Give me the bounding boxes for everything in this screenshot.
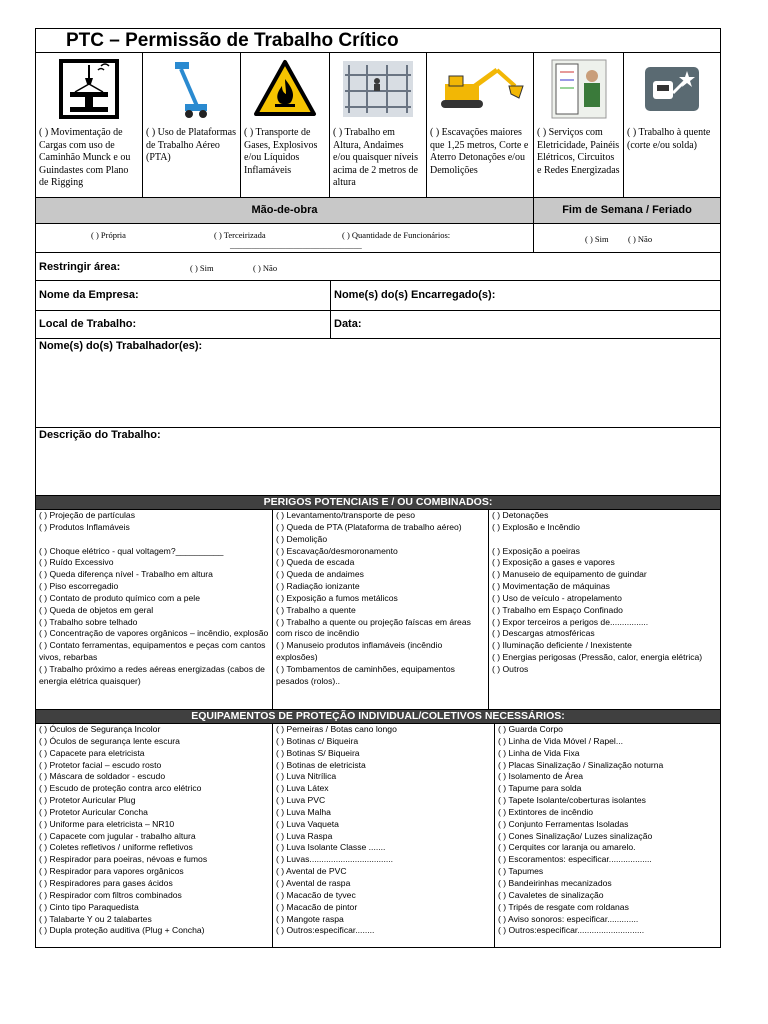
checklist-item[interactable]: ( ) Mangote raspa — [276, 913, 344, 924]
checklist-item[interactable]: ( ) Outros — [492, 663, 529, 674]
workers-row[interactable] — [36, 339, 720, 428]
hazards-col-1 — [36, 510, 273, 709]
checklist-item[interactable]: ( ) Luva Raspa — [276, 830, 333, 841]
checklist-item[interactable]: ( ) Queda de andaimes — [276, 569, 364, 580]
checklist-item[interactable]: ( ) Cinto tipo Paraquedista — [39, 901, 139, 912]
electrician-icon — [534, 53, 623, 125]
activity-pta-text: ( ) Uso de Plataformas de Trabalho Aéreo (PTA) — [146, 127, 236, 163]
welding-icon — [624, 53, 720, 125]
checklist-item[interactable]: ( ) Avental de PVC — [276, 866, 347, 877]
activity-height-text: ( ) Trabalho em Altura, Andaimes e/ou quaisquer níveis acima de 2 metros de altura — [333, 127, 418, 188]
checklist-item[interactable]: ( ) Tapumes — [498, 866, 544, 877]
checklist-item[interactable]: ( ) Linha de Vida Fixa — [498, 747, 580, 758]
checklist-item[interactable]: ( ) Trabalho a quente ou projeção faíscas em áreas com risco de incêndio — [276, 616, 471, 639]
checklist-item[interactable]: ( ) Escavação/desmoronamento — [276, 545, 398, 556]
checklist-item[interactable]: ( ) Linha de Vida Móvel / Rapel... — [498, 735, 623, 746]
checklist-item[interactable]: ( ) Talabarte Y ou 2 talabartes — [39, 913, 152, 924]
checklist-item[interactable]: ( ) Botinas c/ Biqueira — [276, 735, 359, 746]
workplace-label: Local de Trabalho: — [39, 318, 137, 330]
restrict-label: Restringir área: — [39, 261, 121, 273]
checklist-item[interactable]: ( ) Manuseio produtos inflamáveis (incêndio explosões) — [276, 640, 443, 663]
workers-label: Nome(s) do(s) Trabalhador(es): — [39, 340, 203, 352]
hazards-col-3 — [489, 510, 720, 709]
checklist-item[interactable]: ( ) Expor terceiros a perigos de................ — [492, 616, 649, 627]
checklist-item[interactable]: ( ) Uso de veículo - atropelamento — [492, 592, 622, 603]
checklist-item[interactable]: ( ) Projeção de partículas — [39, 510, 136, 520]
checklist-item[interactable]: ( ) Guarda Corpo — [498, 724, 563, 734]
checklist-item[interactable]: ( ) Explosão e Incêndio — [492, 521, 580, 532]
hazards-header: PERIGOS POTENCIAIS E / OU COMBINADOS: — [36, 496, 720, 510]
activity-gases[interactable] — [241, 53, 330, 197]
checklist-item[interactable]: ( ) Trabalho próximo a redes aéreas energizadas (cabos de energia elétrica quaisquer) — [39, 663, 265, 686]
checklist-item[interactable]: ( ) Cerquites cor laranja ou amarelo. — [498, 842, 636, 853]
checklist-spacer — [492, 534, 718, 546]
checklist-item[interactable]: ( ) Conjunto Ferramentas Isoladas — [498, 818, 629, 829]
checklist-item[interactable]: ( ) Demolição — [276, 533, 328, 544]
hazards-table — [36, 510, 720, 710]
ppe-col-1 — [36, 724, 273, 947]
activity-height[interactable] — [330, 53, 427, 197]
checklist-item[interactable]: ( ) Capacete para eletricista — [39, 747, 145, 758]
restrict-no-checkbox[interactable]: ( ) Não — [253, 263, 278, 273]
checklist-item[interactable]: ( ) Exposição a fumos metálicos — [276, 592, 398, 603]
aerial-platform-icon — [143, 53, 240, 125]
checklist-item[interactable]: ( ) Luva PVC — [276, 795, 326, 806]
checklist-spacer — [39, 534, 270, 546]
activity-pta[interactable] — [143, 53, 241, 197]
description-row[interactable] — [36, 428, 720, 496]
checklist-item[interactable]: ( ) Concentração de vapores orgânicos – incêndio, explosão — [39, 628, 269, 639]
activity-crane[interactable] — [36, 53, 143, 197]
checklist-item[interactable]: ( ) Capacete com jugular - trabalho altura — [39, 830, 196, 841]
checklist-item[interactable]: ( ) Detonações — [492, 510, 549, 520]
checklist-item[interactable]: ( ) Produtos Inflamáveis — [39, 521, 130, 532]
checklist-item[interactable]: ( ) Piso escorregadio — [39, 581, 119, 592]
activity-gases-text: ( ) Transporte de Gases, Explosivos e/ou Líquidos Inflamáveis — [244, 127, 318, 176]
checklist-item[interactable]: ( ) Queda de PTA (Plataforma de trabalho aéreo) — [276, 521, 462, 532]
activity-hotwork-text: ( ) Trabalho à quente (corte e/ou solda) — [627, 127, 711, 151]
checklist-item[interactable]: ( ) Respirador com filtros combinados — [39, 889, 182, 900]
checklist-item[interactable]: ( ) Iluminação deficiente / Inexistente — [492, 640, 632, 651]
description-label: Descrição do Trabalho: — [39, 429, 161, 441]
checklist-item[interactable]: ( ) Descargas atmosféricas — [492, 628, 595, 639]
checklist-item[interactable]: ( ) Respirador para poeiras, névoas e fumos — [39, 854, 208, 865]
checklist-item[interactable]: ( ) Coletes refletivos / uniforme refletivos — [39, 842, 193, 853]
checklist-item[interactable]: ( ) Trabalho sobre telhado — [39, 616, 138, 627]
activity-hotwork[interactable] — [624, 53, 720, 197]
checklist-item[interactable]: ( ) Manuseio de equipamento de guindar — [492, 569, 647, 580]
labor-qty-field[interactable]: ( ) Quantidade de Funcionários: — [342, 230, 451, 240]
checklist-item[interactable]: ( ) Contato de produto químico com a pele — [39, 592, 200, 603]
hazards-col-2 — [273, 510, 489, 709]
company-label: Nome da Empresa: — [39, 289, 139, 301]
restrict-row — [36, 253, 720, 281]
checklist-item[interactable]: ( ) Exposição a gases e vapores — [492, 557, 615, 568]
labor-outsourced-line[interactable]: _______________________________ — [230, 240, 362, 250]
ppe-header: EQUIPAMENTOS DE PROTEÇÃO INDIVIDUAL/COLETIVOS NECESSÁRIOS: — [36, 710, 720, 724]
checklist-item[interactable]: ( ) Óculos de segurança lente escura — [39, 735, 180, 746]
activity-crane-text: ( ) Movimentação de Cargas com uso de Caminhão Munck e ou Guindastes com Plano de Rigging — [39, 127, 131, 188]
activity-excavation[interactable] — [427, 53, 534, 197]
weekend-header: Fim de Semana / Feriado — [534, 198, 720, 223]
checklist-item[interactable]: ( ) Queda de objetos em geral — [39, 604, 154, 615]
workplace-row — [36, 311, 720, 339]
checklist-item[interactable]: ( ) Luva Nitrílica — [276, 771, 337, 782]
checklist-item[interactable]: ( ) Escudo de proteção contra arco elétrico — [39, 783, 202, 794]
checklist-item[interactable]: ( ) Botinas de eletricista — [276, 759, 366, 770]
restrict-yes-checkbox[interactable]: ( ) Sim — [190, 263, 214, 273]
checklist-item[interactable]: ( ) Macacão de pintor — [276, 901, 358, 912]
activity-electricity[interactable] — [534, 53, 624, 197]
activity-electricity-text: ( ) Serviços com Eletricidade, Painéis Elétricos, Circuitos e Redes Energizadas — [537, 127, 620, 176]
company-field[interactable] — [36, 281, 331, 310]
foreman-field[interactable] — [331, 281, 720, 310]
checklist-item[interactable]: ( ) Tapete Isolante/coberturas isolantes — [498, 795, 646, 806]
labor-outsourced-checkbox[interactable]: ( ) Terceirizada — [214, 230, 266, 240]
checklist-item[interactable]: ( ) Respiradores para gases ácidos — [39, 877, 173, 888]
checklist-item[interactable]: ( ) Luva Malha — [276, 806, 331, 817]
checklist-item[interactable]: ( ) Tapume para solda — [498, 783, 582, 794]
checklist-item[interactable]: ( ) Movimentação de máquinas — [492, 581, 610, 592]
checklist-item[interactable]: ( ) Isolamento de Área — [498, 771, 584, 782]
checklist-item[interactable]: ( ) Ruído Excessivo — [39, 557, 114, 568]
checklist-item[interactable]: ( ) Máscara de soldador - escudo — [39, 771, 166, 782]
checklist-item[interactable]: ( ) Luva Látex — [276, 783, 329, 794]
checklist-item[interactable]: ( ) Luva Isolante Classe ....... — [276, 842, 386, 853]
weekend-yes-checkbox[interactable]: ( ) Sim — [585, 234, 609, 244]
checklist-item[interactable]: ( ) Radiação ionizante — [276, 581, 360, 592]
checklist-item[interactable]: ( ) Queda de escada — [276, 557, 355, 568]
checklist-item[interactable]: ( ) Escoramentos: especificar.................. — [498, 854, 652, 865]
checklist-item[interactable]: ( ) Protetor facial – escudo rosto — [39, 759, 162, 770]
labor-options — [36, 224, 534, 252]
checklist-item[interactable]: ( ) Avental de raspa — [276, 877, 351, 888]
checklist-item[interactable]: ( ) Extintores de incêndio — [498, 806, 594, 817]
crane-load-icon — [36, 53, 142, 125]
checklist-item[interactable]: ( ) Outros:especificar........ — [276, 925, 375, 936]
checklist-item[interactable]: ( ) Dupla proteção auditiva (Plug + Concha) — [39, 925, 205, 936]
checklist-item[interactable]: ( ) Exposição a poeiras — [492, 545, 580, 556]
checklist-item[interactable]: ( ) Outros:especificar............................ — [498, 925, 645, 936]
checklist-item[interactable]: ( ) Tombamentos de caminhões, equipamentos pesados (rolos).. — [276, 663, 455, 686]
checklist-item[interactable]: ( ) Bandeirinhas mecanizados — [498, 877, 612, 888]
checklist-item[interactable]: ( ) Luvas................................... — [276, 854, 393, 865]
foreman-label: Nome(s) do(s) Encarregado(s): — [334, 289, 496, 301]
checklist-item[interactable]: ( ) Queda diferença nível - Trabalho em altura — [39, 569, 213, 580]
checklist-item[interactable]: ( ) Luva Vaqueta — [276, 818, 339, 829]
ppe-table — [36, 724, 720, 947]
company-row — [36, 281, 720, 311]
checklist-item[interactable]: ( ) Óculos de Segurança Incolor — [39, 724, 161, 734]
checklist-item[interactable]: ( ) Aviso sonoros: especificar............. — [498, 913, 639, 924]
flammable-warning-icon — [241, 53, 329, 125]
checklist-item[interactable]: ( ) Tripés de resgate com roldanas — [498, 901, 629, 912]
date-field[interactable] — [331, 311, 720, 338]
checklist-item[interactable]: ( ) Cavaletes de sinalização — [498, 889, 604, 900]
checklist-item[interactable]: ( ) Trabalho em Espaço Confinado — [492, 604, 623, 615]
activity-types — [36, 53, 720, 198]
activity-excavation-text: ( ) Escavações maiores que 1,25 metros, Corte e Aterro Detonações e/ou Demolições — [430, 127, 529, 176]
checklist-item[interactable]: ( ) Contato ferramentas, equipamentos e peças com cantos vivos, rebarbas — [39, 640, 266, 663]
checklist-item[interactable]: ( ) Placas Sinalização / Sinalização noturna — [498, 759, 664, 770]
checklist-item[interactable]: ( ) Choque elétrico - qual voltagem?__________ — [39, 545, 224, 556]
checklist-item[interactable]: ( ) Cones Sinalização/ Luzes sinalização — [498, 830, 653, 841]
labor-header-row — [36, 198, 720, 224]
labor-own-checkbox[interactable]: ( ) Própria — [91, 230, 126, 240]
workplace-field[interactable] — [36, 311, 331, 338]
checklist-item[interactable]: ( ) Respirador para vapores orgânicos — [39, 866, 184, 877]
checklist-item[interactable]: ( ) Macacão de tyvec — [276, 889, 356, 900]
checklist-item[interactable]: ( ) Perneiras / Botas cano longo — [276, 724, 397, 734]
form-title: PTC – Permissão de Trabalho Crítico — [36, 29, 720, 53]
scaffold-height-icon — [330, 53, 426, 125]
weekend-no-checkbox[interactable]: ( ) Não — [628, 234, 653, 244]
checklist-item[interactable]: ( ) Uniforme para eletricista – NR10 — [39, 818, 175, 829]
ptc-form — [35, 28, 721, 948]
excavator-icon — [427, 53, 533, 125]
ppe-col-3 — [495, 724, 720, 947]
ppe-col-2 — [273, 724, 495, 947]
date-label: Data: — [334, 318, 362, 330]
checklist-item[interactable]: ( ) Energias perigosas (Pressão, calor, energia elétrica) — [492, 652, 703, 663]
weekend-options — [534, 224, 720, 252]
checklist-item[interactable]: ( ) Protetor Auricular Plug — [39, 795, 136, 806]
checklist-item[interactable]: ( ) Botinas S/ Biqueira — [276, 747, 360, 758]
checklist-item[interactable]: ( ) Trabalho a quente — [276, 604, 356, 615]
checklist-item[interactable]: ( ) Protetor Auricular Concha — [39, 806, 148, 817]
labor-header: Mão-de-obra — [36, 198, 534, 223]
checklist-item[interactable]: ( ) Levantamento/transporte de peso — [276, 510, 416, 520]
labor-options-row — [36, 224, 720, 253]
